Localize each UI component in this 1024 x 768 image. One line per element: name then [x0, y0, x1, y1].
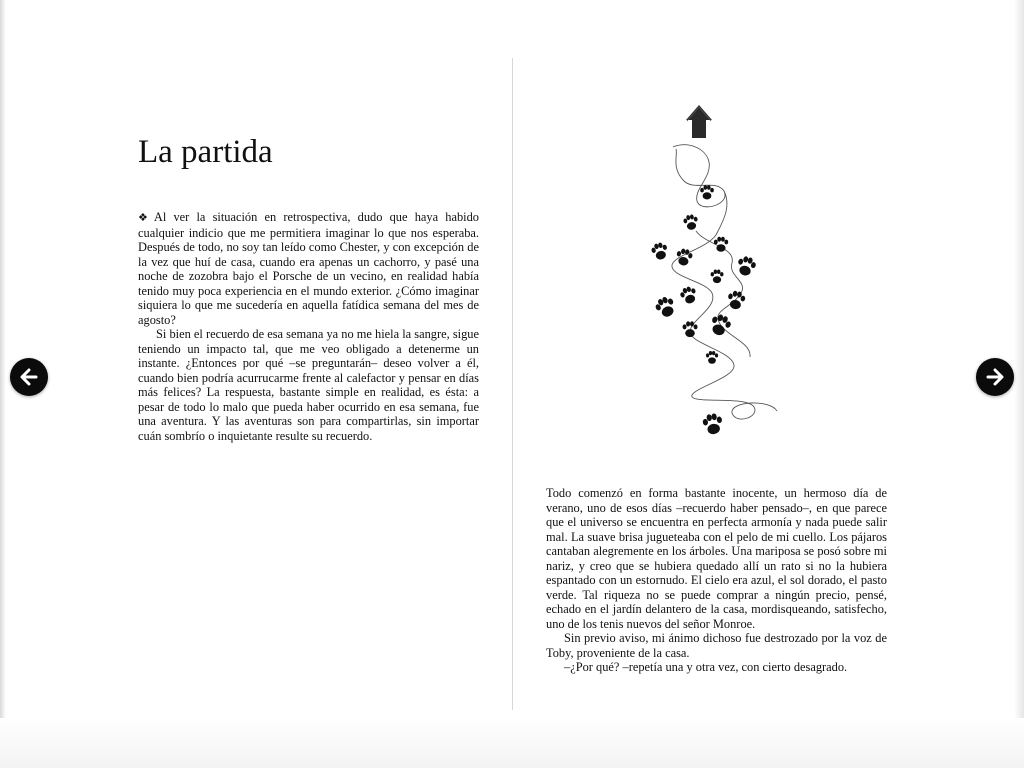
paragraph-text: Al ver la situación en retrospectiva, dudo que haya habido cualquier indicio que me permitiera imaginar lo que nos esperaba. Después de todo, no soy tan leído como Chester, y con excepción de la vez que huí de casa, cuando era apenas un cachorro, y pasé una noche de zozobra bajo el Porsche de un vecino, en realidad había tenido muy poca experiencia en el mundo exterior. ¿Cómo imaginar siquiera lo que me sucedería en aquella fatídica semana del mes de agosto? [138, 210, 479, 327]
next-page-button[interactable] [976, 358, 1014, 396]
left-page [138, 128, 479, 443]
left-page-text [138, 210, 479, 443]
paragraph: Sin previo aviso, mi ánimo dichoso fue destrozado por la voz de Toby, proveniente de la casa. [546, 631, 887, 660]
ornament-icon: ❖ [138, 212, 148, 224]
chapter-title: La partida [138, 134, 273, 170]
paragraph [138, 210, 479, 327]
right-page [546, 95, 887, 675]
previous-page-button[interactable] [10, 358, 48, 396]
left-edge-shadow [0, 0, 6, 768]
right-edge-shadow [1014, 0, 1024, 768]
bottom-fade [0, 718, 1024, 768]
arrow-left-icon [19, 367, 39, 387]
paragraph: Todo comenzó en forma bastante inocente, un hermoso día de verano, uno de esos días –recuerdo haber pensado–, en que parece que el universo se encuentra en perfecta armonía y nada puede salir mal. La suave brisa jugueteaba con el pelo de mi cuello. Los pájaros cantaban alegremente en los árboles. Una mariposa se posó sobre mi nariz, y creo que se hubiera quedado allí un rato si no la hubiera espantado con un estornudo. El cielo era azul, el sol dorado, el pasto verde. Tal riqueza no se puede comprar a ningún precio, pensé, echado en el jardín delantero de la casa, mordisqueando, satisfecho, uno de los tenis nuevos del señor Monroe. [546, 486, 887, 631]
paragraph: Si bien el recuerdo de esa semana ya no me hiela la sangre, sigue teniendo un impacto tal, que me veo obligado a detenerme un instante. ¿Entonces por qué –se preguntarán– deseo volver a él, cuando bien podría acurrucarme frente al calefactor y pensar en días más felices? La respuesta, bastante simple en realidad, es ésta: a pesar de todo lo malo que pueda haber ocurrido en esa semana, fue una aventura. Y las aventuras son para compartirlas, sin importar cuán sombrío o inquietante resulte su recuerdo. [138, 327, 479, 443]
paragraph: –¿Por qué? –repetía una y otra vez, con cierto desagrado. [564, 660, 848, 674]
right-page-text [546, 486, 887, 675]
paw-prints-trail-icon [546, 95, 887, 445]
up-arrow-icon [686, 105, 712, 138]
arrow-right-icon [985, 367, 1005, 387]
book-spine [512, 58, 513, 710]
